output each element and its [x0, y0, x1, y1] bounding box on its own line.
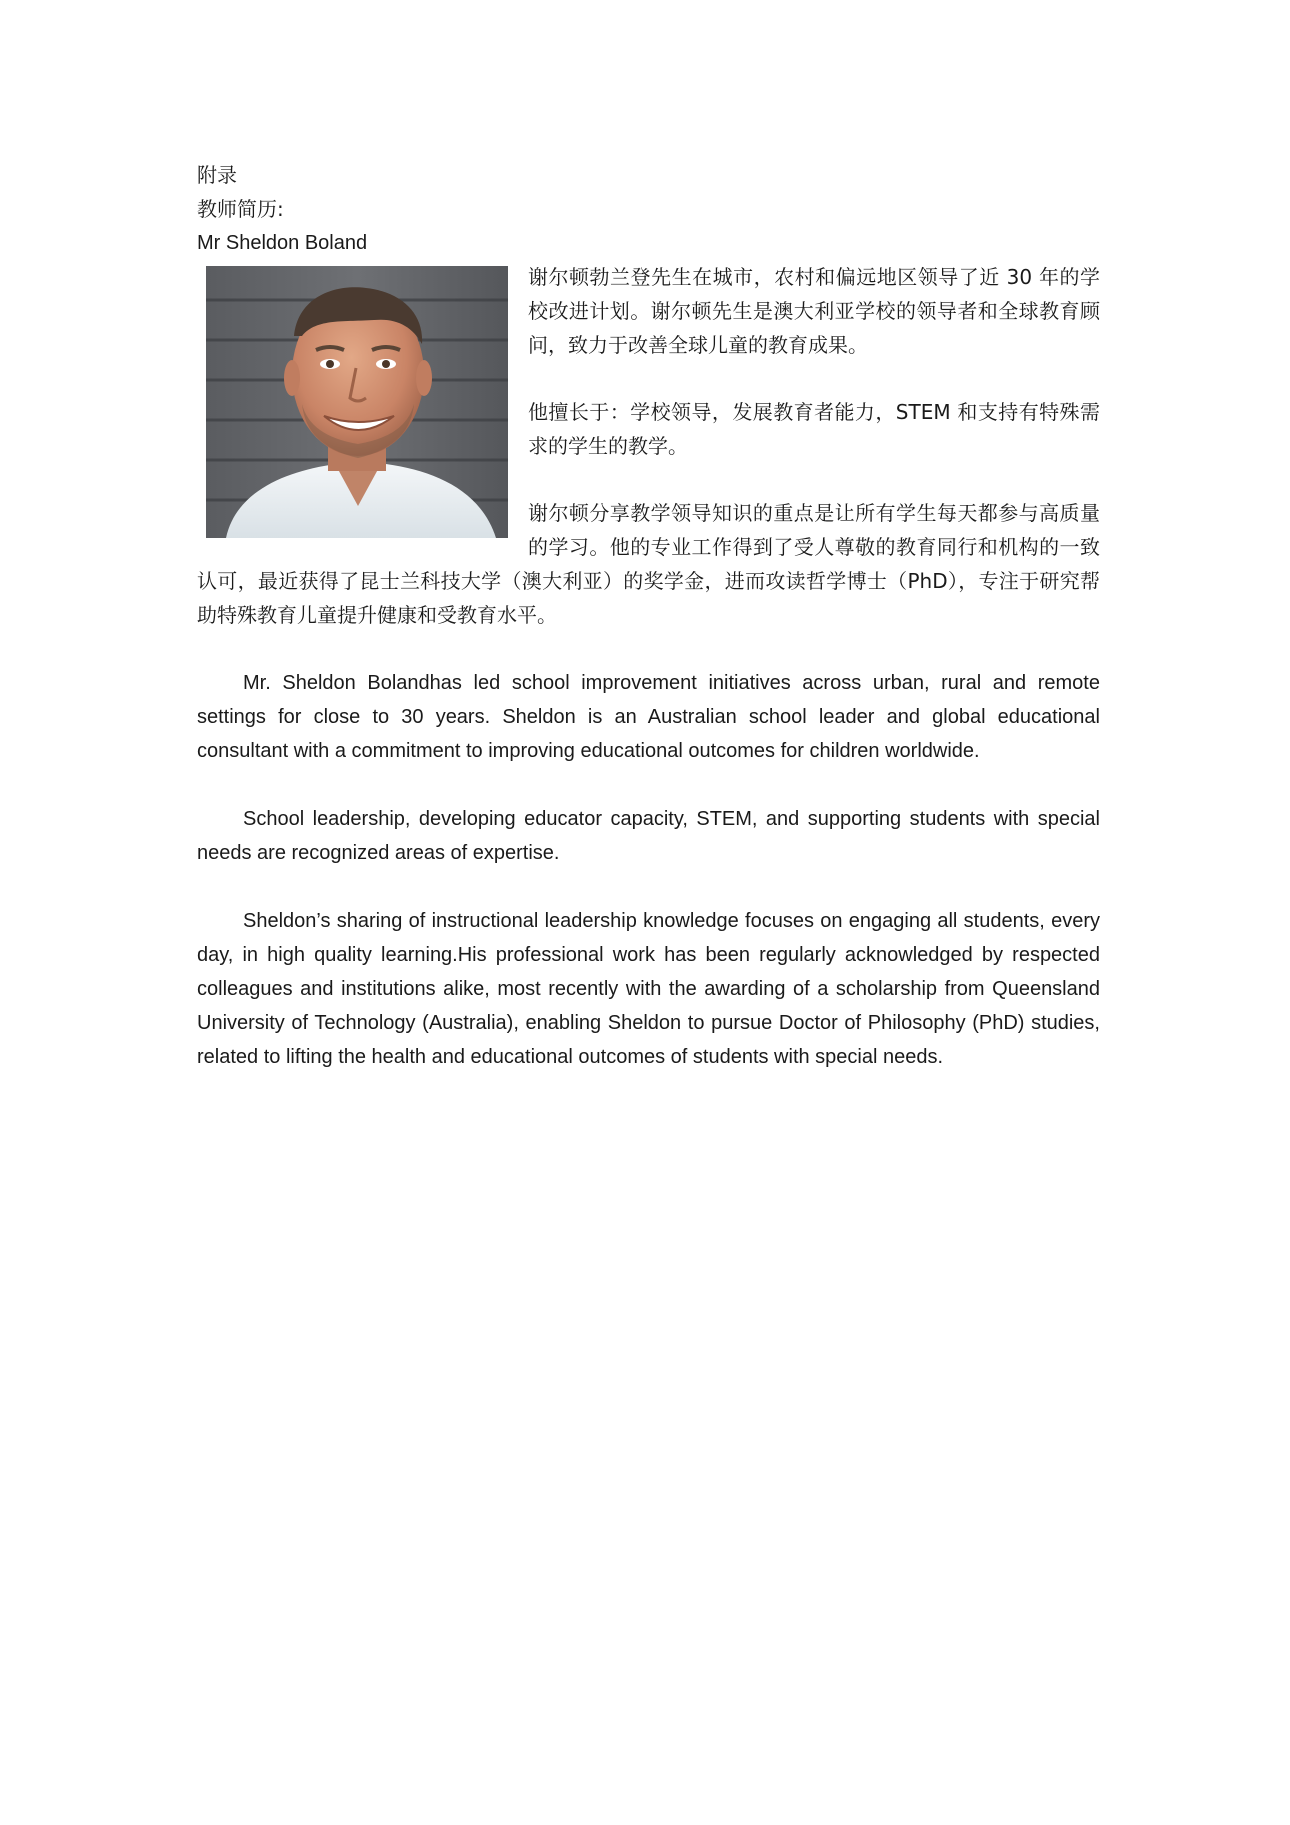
english-section [197, 632, 1100, 1074]
english-paragraph-3: Sheldon’s sharing of instructional leadership knowledge focuses on engaging all students, every day, in high quality learning.His professional work has been regularly acknowledged by respected colleagues and institutions alike, most recently with the awarding of a scholarship from Queensland University of Technology (Australia), enabling Sheldon to pursue Doctor of Philosophy (PhD) studies, related to lifting the health and educational outcomes of students with special needs. [197, 910, 1100, 1068]
page-content [197, 158, 1100, 1108]
portrait-photo [206, 266, 508, 538]
chinese-paragraph-1: 谢尔顿勃兰登先生在城市，农村和偏远地区领导了近 30 年的学校改进计划。谢尔顿先生是澳大利亚学校的领导者和全球教育顾问，致力于改善全球儿童的教育成果。 [528, 265, 1100, 357]
chinese-paragraph-2: 他擅长于：学校领导，发展教育者能力，STEM 和支持有特殊需求的学生的教学。 [528, 400, 1100, 458]
english-paragraph-1: Mr. Sheldon Bolandhas led school improvement initiatives across urban, rural and remote settings for close to 30 years. Sheldon is an Australian school leader and global educational consultant with a commitment to improving educational outcomes for children worldwide. [197, 672, 1100, 762]
portrait-illustration [206, 266, 508, 538]
appendix-heading: 附录 [197, 163, 237, 187]
chinese-paragraph-3: 谢尔顿分享教学领导知识的重点是让所有学生每天都参与高质量的学习。他的专业工作得到了受人尊敬的教育同行和机构的一致认可，最近获得了昆士兰科技大学（澳大利亚）的奖学金，进而攻读哲学博士（PhD），专注于研究帮助特殊教育儿童提升健康和受教育水平。 [197, 501, 1100, 627]
english-paragraph-2: School leadership, developing educator capacity, STEM, and supporting students with special needs are recognized areas of expertise. [197, 808, 1100, 864]
section-heading: 教师简历: [197, 197, 284, 221]
teacher-name: Mr Sheldon Boland [197, 232, 368, 254]
